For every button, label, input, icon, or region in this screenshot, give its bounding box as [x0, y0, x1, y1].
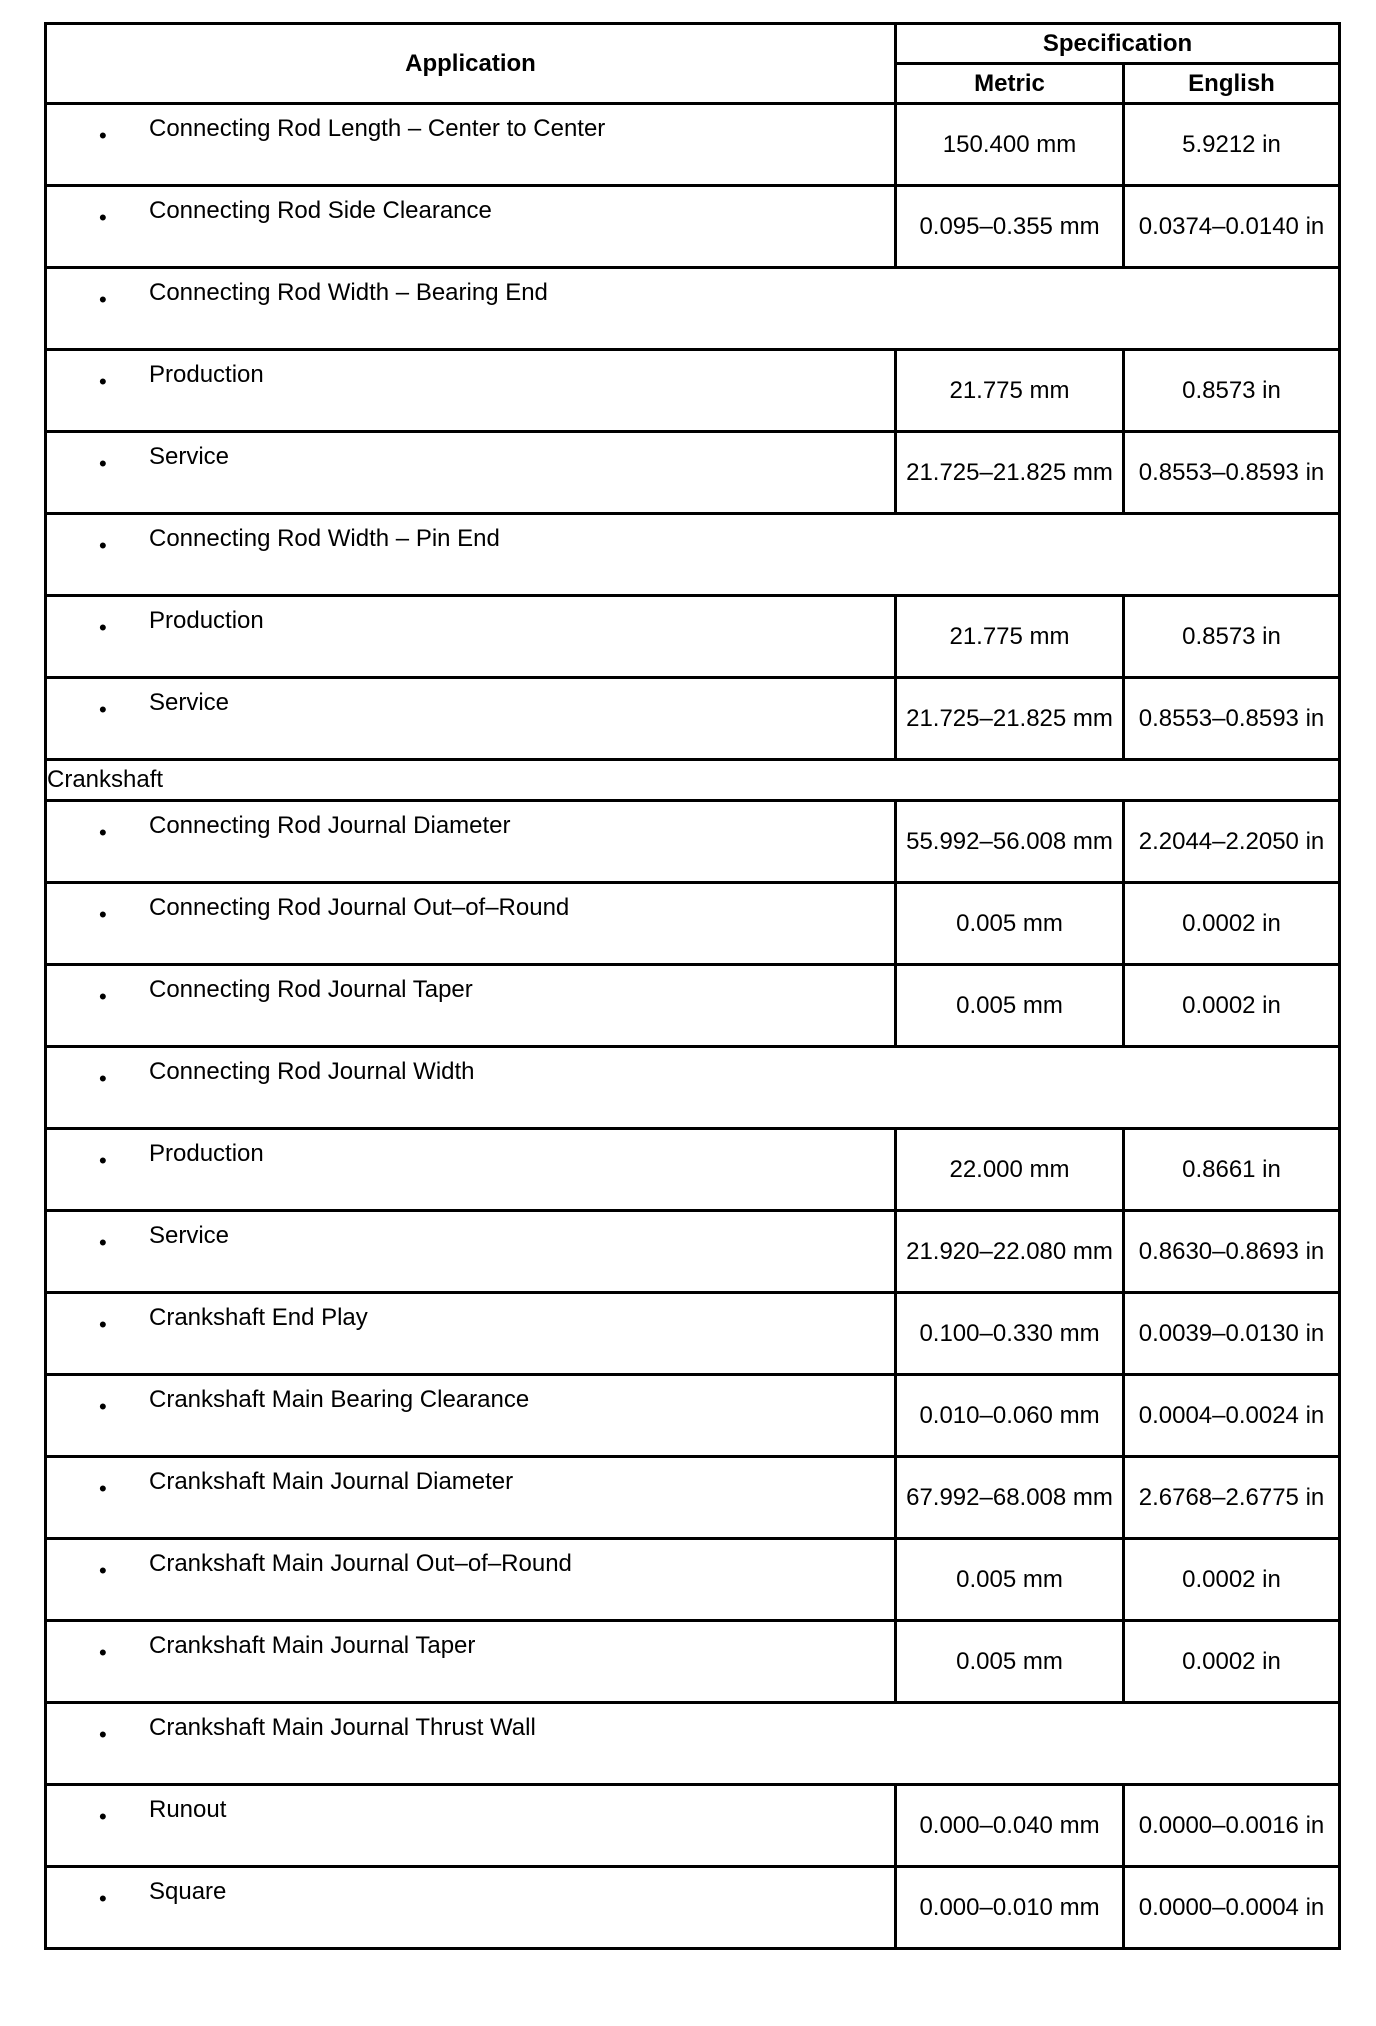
application-cell — [46, 1293, 896, 1375]
metric-value: 0.100–0.330 mm — [896, 1293, 1124, 1375]
table-row — [46, 1375, 1340, 1457]
application-cell — [46, 883, 896, 965]
header-metric: Metric — [896, 64, 1124, 104]
application-cell — [46, 678, 896, 760]
metric-value: 67.992–68.008 mm — [896, 1457, 1124, 1539]
application-cell — [46, 186, 896, 268]
metric-value: 21.775 mm — [896, 596, 1124, 678]
table-row — [46, 883, 1340, 965]
table-row — [46, 1785, 1340, 1867]
application-cell — [46, 965, 896, 1047]
bullet-icon: • — [99, 820, 107, 845]
header-english: English — [1124, 64, 1340, 104]
application-cell — [46, 1457, 896, 1539]
table-row — [46, 801, 1340, 883]
bullet-icon: • — [99, 902, 107, 927]
table-row — [46, 1621, 1340, 1703]
bullet-icon: • — [99, 205, 107, 230]
group-row — [46, 514, 1340, 596]
header-specification: Specification — [896, 24, 1340, 64]
metric-value: 0.005 mm — [896, 1621, 1124, 1703]
bullet-icon: • — [99, 697, 107, 722]
english-value: 0.0000–0.0016 in — [1124, 1785, 1340, 1867]
bullet-icon: • — [99, 287, 107, 312]
application-label: Service — [149, 443, 230, 470]
application-label: Connecting Rod Journal Taper — [149, 976, 473, 1003]
english-value: 0.0039–0.0130 in — [1124, 1293, 1340, 1375]
metric-value: 21.725–21.825 mm — [896, 678, 1124, 760]
table-row — [46, 186, 1340, 268]
application-cell — [46, 514, 1340, 596]
application-label: Runout — [149, 1796, 227, 1823]
english-value: 0.8573 in — [1124, 596, 1340, 678]
bullet-icon: • — [99, 533, 107, 558]
english-value: 0.8553–0.8593 in — [1124, 678, 1340, 760]
bullet-icon: • — [99, 1558, 107, 1583]
table-row — [46, 1293, 1340, 1375]
english-value: 2.2044–2.2050 in — [1124, 801, 1340, 883]
application-label: Connecting Rod Journal Diameter — [149, 812, 511, 839]
application-cell — [46, 1867, 896, 1949]
application-label: Connecting Rod Length – Center to Center — [149, 115, 606, 142]
section-row — [46, 760, 1340, 801]
application-label: Production — [149, 1140, 264, 1167]
table-row — [46, 1867, 1340, 1949]
section-label: Crankshaft — [46, 760, 1340, 801]
bullet-icon: • — [99, 615, 107, 640]
metric-value: 0.005 mm — [896, 883, 1124, 965]
bullet-icon: • — [99, 1804, 107, 1829]
bullet-icon: • — [99, 1394, 107, 1419]
bullet-icon: • — [99, 1476, 107, 1501]
group-row — [46, 1703, 1340, 1785]
application-label: Production — [149, 607, 264, 634]
application-cell — [46, 1703, 1340, 1785]
application-cell — [46, 104, 896, 186]
metric-value: 55.992–56.008 mm — [896, 801, 1124, 883]
table-row — [46, 1457, 1340, 1539]
application-cell — [46, 350, 896, 432]
application-cell — [46, 801, 896, 883]
english-value: 0.0002 in — [1124, 1539, 1340, 1621]
metric-value: 0.005 mm — [896, 1539, 1124, 1621]
table-row — [46, 1211, 1340, 1293]
application-cell — [46, 432, 896, 514]
table-row — [46, 1539, 1340, 1621]
bullet-icon: • — [99, 1148, 107, 1173]
bullet-icon: • — [99, 451, 107, 476]
group-row — [46, 1047, 1340, 1129]
bullet-icon: • — [99, 1722, 107, 1747]
metric-value: 21.775 mm — [896, 350, 1124, 432]
bullet-icon: • — [99, 1230, 107, 1255]
application-cell — [46, 268, 1340, 350]
english-value: 0.0002 in — [1124, 1621, 1340, 1703]
english-value: 0.8553–0.8593 in — [1124, 432, 1340, 514]
english-value: 0.0374–0.0140 in — [1124, 186, 1340, 268]
application-cell — [46, 1047, 1340, 1129]
application-cell — [46, 1375, 896, 1457]
application-label: Connecting Rod Width – Bearing End — [149, 279, 548, 306]
bullet-icon: • — [99, 1886, 107, 1911]
application-label: Crankshaft Main Journal Diameter — [149, 1468, 514, 1495]
english-value: 0.0002 in — [1124, 965, 1340, 1047]
metric-value: 0.000–0.040 mm — [896, 1785, 1124, 1867]
application-label: Crankshaft Main Journal Out–of–Round — [149, 1550, 572, 1577]
application-cell — [46, 1621, 896, 1703]
header-application: Application — [46, 24, 896, 104]
metric-value: 0.095–0.355 mm — [896, 186, 1124, 268]
application-label: Square — [149, 1878, 227, 1905]
application-label: Connecting Rod Side Clearance — [149, 197, 492, 224]
bullet-icon: • — [99, 1312, 107, 1337]
english-value: 0.8573 in — [1124, 350, 1340, 432]
metric-value: 0.010–0.060 mm — [896, 1375, 1124, 1457]
bullet-icon: • — [99, 1640, 107, 1665]
table-row — [46, 678, 1340, 760]
application-cell — [46, 1785, 896, 1867]
english-value: 0.0000–0.0004 in — [1124, 1867, 1340, 1949]
application-cell — [46, 596, 896, 678]
application-label: Connecting Rod Journal Out–of–Round — [149, 894, 570, 921]
application-cell — [46, 1211, 896, 1293]
english-value: 0.8661 in — [1124, 1129, 1340, 1211]
table-row — [46, 596, 1340, 678]
metric-value: 21.920–22.080 mm — [896, 1211, 1124, 1293]
application-label: Production — [149, 361, 264, 388]
metric-value: 150.400 mm — [896, 104, 1124, 186]
english-value: 5.9212 in — [1124, 104, 1340, 186]
application-label: Service — [149, 1222, 230, 1249]
table-row — [46, 104, 1340, 186]
metric-value: 0.005 mm — [896, 965, 1124, 1047]
metric-value: 21.725–21.825 mm — [896, 432, 1124, 514]
english-value: 2.6768–2.6775 in — [1124, 1457, 1340, 1539]
table-row — [46, 432, 1340, 514]
table-row — [46, 350, 1340, 432]
spec-table — [44, 22, 1341, 1950]
bullet-icon: • — [99, 369, 107, 394]
application-label: Crankshaft Main Journal Taper — [149, 1632, 476, 1659]
english-value: 0.0004–0.0024 in — [1124, 1375, 1340, 1457]
application-cell — [46, 1539, 896, 1621]
metric-value: 22.000 mm — [896, 1129, 1124, 1211]
application-label: Connecting Rod Journal Width — [149, 1058, 475, 1085]
group-row — [46, 268, 1340, 350]
application-cell — [46, 1129, 896, 1211]
table-row — [46, 1129, 1340, 1211]
bullet-icon: • — [99, 984, 107, 1009]
application-label: Crankshaft Main Journal Thrust Wall — [149, 1714, 536, 1741]
application-label: Crankshaft End Play — [149, 1304, 368, 1331]
table-row — [46, 965, 1340, 1047]
bullet-icon: • — [99, 1066, 107, 1091]
spec-table-body — [46, 104, 1340, 1949]
metric-value: 0.000–0.010 mm — [896, 1867, 1124, 1949]
english-value: 0.0002 in — [1124, 883, 1340, 965]
application-label: Service — [149, 689, 230, 716]
application-label: Crankshaft Main Bearing Clearance — [149, 1386, 530, 1413]
application-label: Connecting Rod Width – Pin End — [149, 525, 500, 552]
bullet-icon: • — [99, 123, 107, 148]
english-value: 0.8630–0.8693 in — [1124, 1211, 1340, 1293]
